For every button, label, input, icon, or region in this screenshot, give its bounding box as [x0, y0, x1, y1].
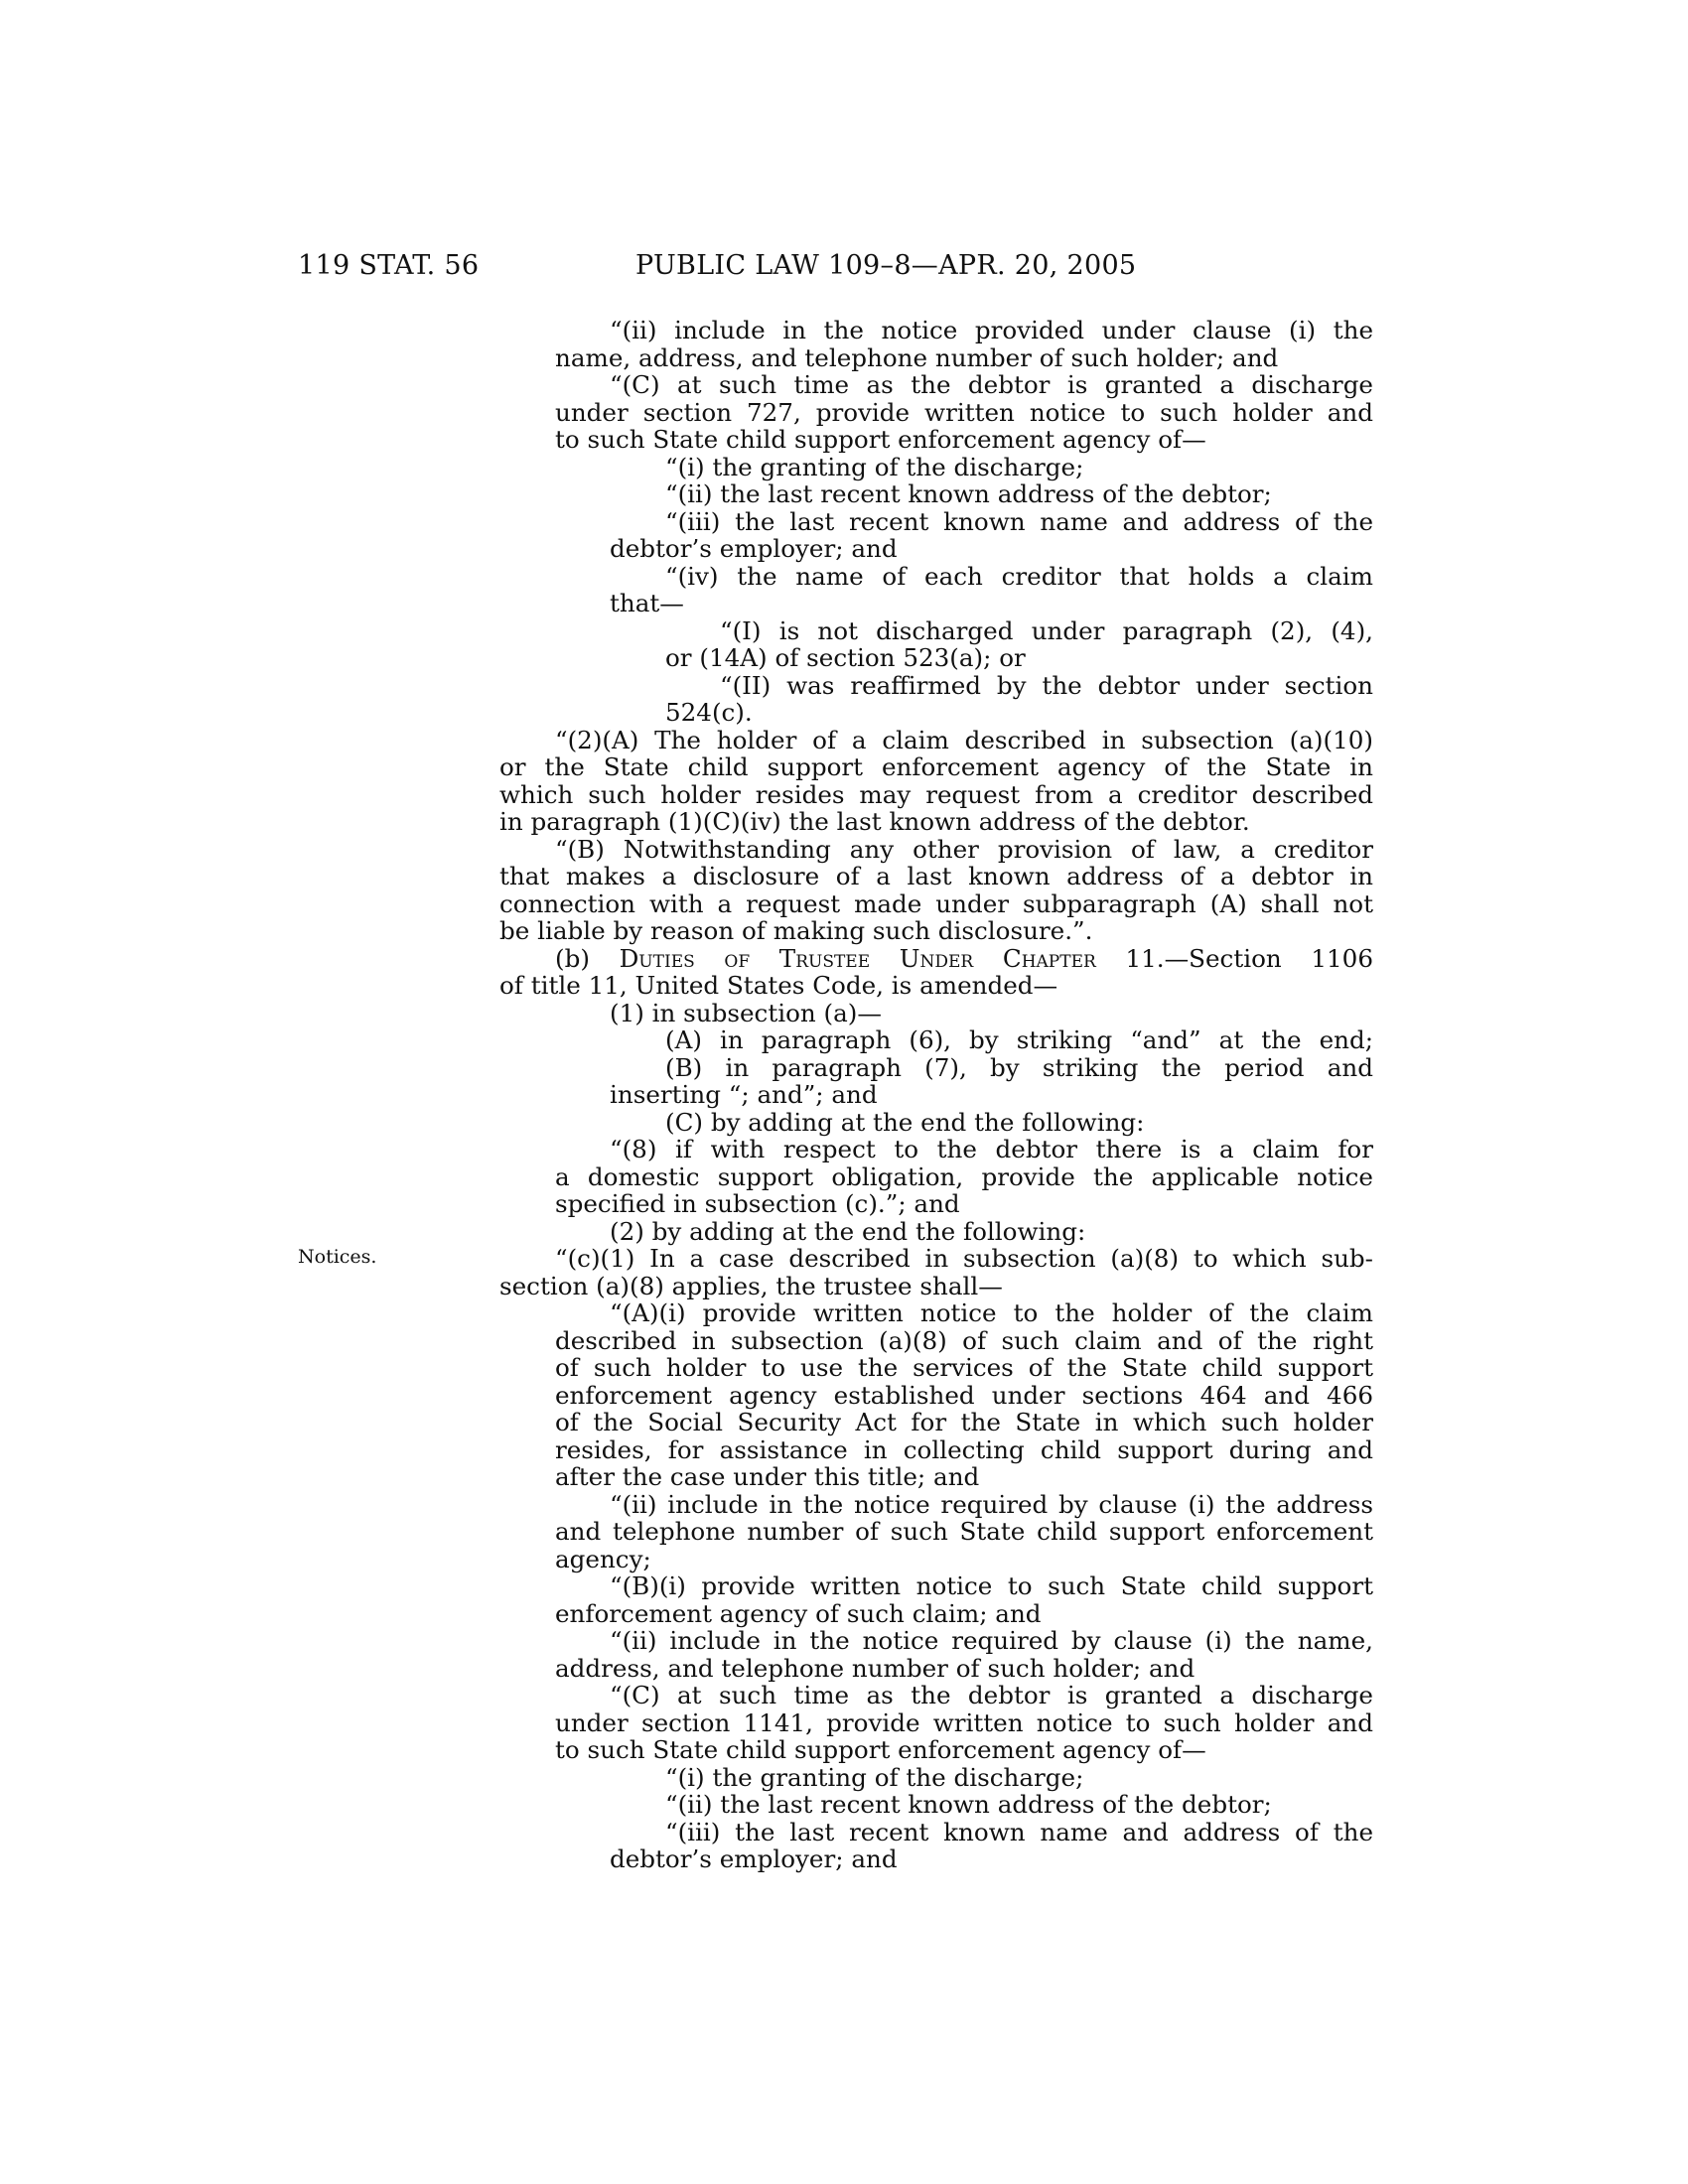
- text-line: “(iv) the name of each creditor that holds a claim: [665, 561, 1373, 591]
- text-line: of such holder to use the services of the State child support: [555, 1353, 1373, 1382]
- text-line: after the case under this title; and: [555, 1462, 980, 1491]
- text-line: and telephone number of such State child support enforcement: [555, 1517, 1373, 1546]
- running-head-law-title: PUBLIC LAW 109–8—APR. 20, 2005: [635, 250, 1137, 281]
- text-line: or the State child support enforcement agency of the State in: [499, 752, 1373, 781]
- statute-body-text: [499, 317, 1373, 1873]
- text-line: inserting “; and”; and: [610, 1080, 878, 1109]
- text-line: “(B) Notwithstanding any other provision of law, a creditor: [555, 834, 1373, 864]
- text-line: to such State child support enforcement agency of—: [555, 425, 1206, 454]
- text-line: under section 1141, provide written notice to such holder and: [555, 1707, 1373, 1737]
- text-line: described in subsection (a)(8) of such claim and of the right: [555, 1325, 1373, 1355]
- text-line: debtor’s employer; and: [610, 1844, 898, 1873]
- text-line: under section 727, provide written notice to such holder and: [555, 397, 1373, 427]
- text-line: address, and telephone number of such holder; and: [555, 1653, 1196, 1683]
- text-line: of the Social Security Act for the State in which such holder: [555, 1408, 1373, 1436]
- text-line: “(ii) include in the notice required by clause (i) the address: [610, 1489, 1373, 1519]
- text-line: (2) by adding at the end the following:: [610, 1216, 1086, 1246]
- text-line: “(A)(i) provide written notice to the holder of the claim: [610, 1298, 1373, 1327]
- text-line: “(iii) the last recent known name and address of the: [665, 506, 1373, 536]
- text-line: (A) in paragraph (6), by striking “and” at the end;: [665, 1025, 1373, 1054]
- subsection-heading: Duties of Trustee Under Chapter 11.: [619, 943, 1165, 973]
- text-line: enforcement agency established under sections 464 and 466: [555, 1380, 1373, 1410]
- text-line: (B) in paragraph (7), by striking the period and: [665, 1052, 1373, 1082]
- text-line: be liable by reason of making such disclosure.”.: [499, 916, 1093, 945]
- text-line: 524(c).: [665, 698, 753, 727]
- text-line: (C) by adding at the end the following:: [665, 1107, 1145, 1137]
- text-line: “(8) if with respect to the debtor there is a claim for: [610, 1135, 1373, 1163]
- text-line: “(C) at such time as the debtor is granted a discharge: [610, 370, 1373, 399]
- statute-page-reference: 119 STAT. 56: [298, 250, 480, 281]
- margin-note-notices: Notices.: [298, 1246, 377, 1268]
- text-line: or (14A) of section 523(a); or: [665, 643, 1026, 672]
- text-line: (b) Duties of Trustee Under Chapter 11.—Section 1106: [555, 943, 1373, 973]
- text-line: “(i) the granting of the discharge;: [665, 1762, 1084, 1792]
- text-line: that—: [610, 589, 684, 617]
- text-line: “(I) is not discharged under paragraph (2), (4),: [720, 615, 1373, 645]
- text-line: (1) in subsection (a)—: [610, 998, 882, 1027]
- text-line: “(ii) the last recent known address of the debtor;: [665, 1790, 1272, 1819]
- text-line: “(II) was reaffirmed by the debtor under section: [720, 670, 1373, 700]
- text-line: in paragraph (1)(C)(iv) the last known address of the debtor.: [499, 807, 1250, 836]
- text-line: specified in subsection (c).”; and: [555, 1189, 960, 1218]
- text-line: section (a)(8) applies, the trustee shall—: [499, 1271, 1003, 1300]
- text-line: to such State child support enforcement agency of—: [555, 1735, 1206, 1764]
- text-line: enforcement agency of such claim; and: [555, 1598, 1042, 1628]
- text-line: of title 11, United States Code, is amended—: [499, 971, 1058, 1000]
- text-line: debtor’s employer; and: [610, 534, 898, 563]
- text-line: resides, for assistance in collecting child support during and: [555, 1434, 1373, 1464]
- text-line: which such holder resides may request from a creditor described: [499, 779, 1373, 809]
- text-line: “(c)(1) In a case described in subsection (a)(8) to which sub-: [555, 1244, 1373, 1273]
- text-line: “(B)(i) provide written notice to such State child support: [610, 1571, 1373, 1600]
- text-line: “(iii) the last recent known name and address of the: [665, 1817, 1373, 1846]
- page-header: [0, 250, 1688, 290]
- text-line: “(ii) the last recent known address of the debtor;: [665, 479, 1272, 508]
- text-line: that makes a disclosure of a last known address of a debtor in: [499, 862, 1373, 890]
- text-line: “(ii) include in the notice provided under clause (i) the: [610, 316, 1373, 344]
- text-line: “(C) at such time as the debtor is granted a discharge: [610, 1681, 1373, 1709]
- text-line: agency;: [555, 1544, 651, 1573]
- text-line: connection with a request made under subparagraph (A) shall not: [499, 888, 1373, 918]
- text-line: “(i) the granting of the discharge;: [665, 452, 1084, 481]
- text-line: “(ii) include in the notice required by clause (i) the name,: [610, 1626, 1373, 1655]
- text-line: “(2)(A) The holder of a claim described in subsection (a)(10): [555, 725, 1373, 754]
- text-line: a domestic support obligation, provide the applicable notice: [555, 1161, 1373, 1191]
- text-line: name, address, and telephone number of such holder; and: [555, 342, 1279, 372]
